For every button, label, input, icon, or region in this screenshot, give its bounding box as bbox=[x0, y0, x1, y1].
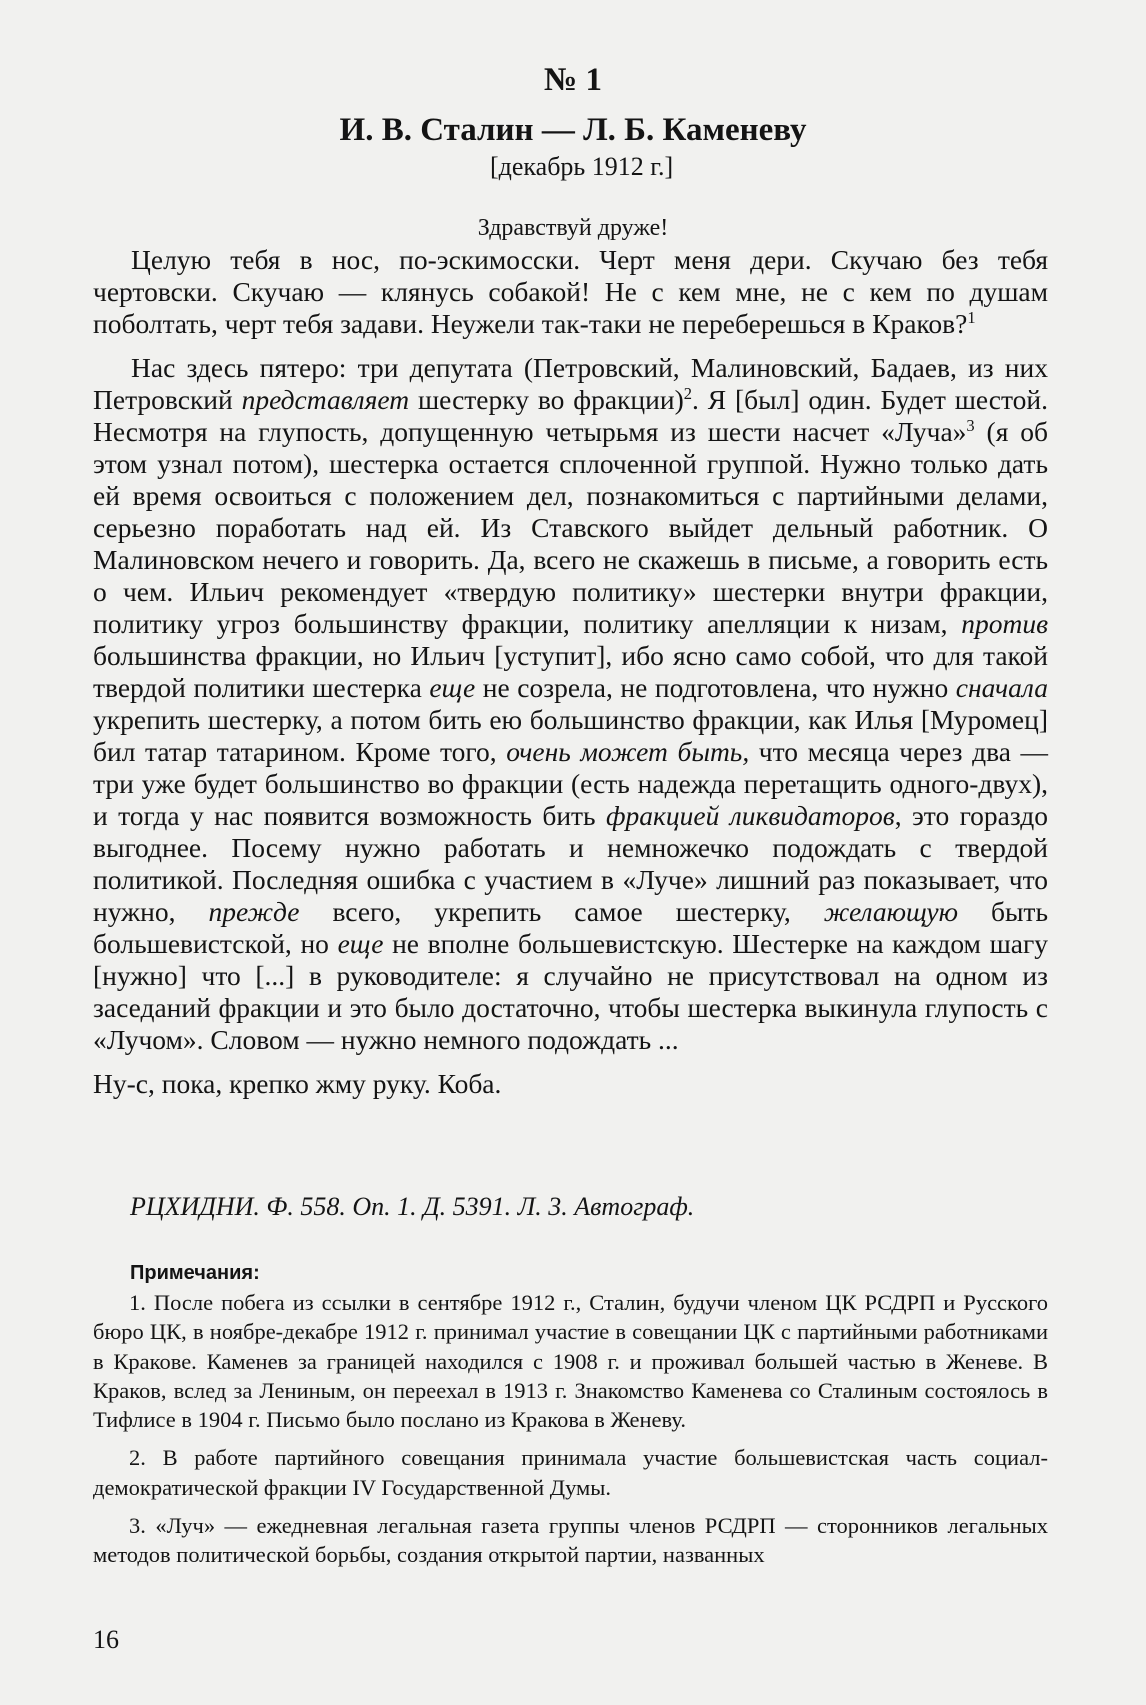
footnote-ref-3: 3 bbox=[966, 415, 975, 435]
letter-closing: Ну-с, пока, крепко жму руку. Коба. bbox=[93, 1068, 502, 1099]
document-date: [декабрь 1912 г.] bbox=[490, 152, 674, 181]
notes-list bbox=[93, 1288, 1048, 1579]
document-title: И. В. Сталин — Л. Б. Каменеву bbox=[339, 112, 807, 148]
notes-heading: Примечания: bbox=[130, 1262, 260, 1284]
letter-paragraph-2: Нас здесь пятеро: три депутата (Петровский, Малиновский, Бадаев, из них Петровский представляет шестерку во фракции)$^2$. Я [был] один. Будет шестой. Несмотря на глупость, допущенную четырьмя из шести насчет «Луча»$^3$ (я об этом узнал потом), шестерка остается сплоченной группой. Нужно только дать ей время освоиться с положением дел, познакомиться с партийными делами, серьезно поработать над ей. Из Ставского выйдет дельный работник. О Малиновском нечего и говорить. Да, всего не скажешь в письме, а говорить есть о чем. Ильич рекомендует «твердую политику» шестерки внутри фракции, политику угроз большинству фракции, политику апелляции к низам, против большинства фракции, но Ильич [уступит], ибо ясно само собой, что для такой твердой политики шестерка еще не созрела, не подготовлена, что нужно сначала укрепить шестерку, а потом бить ею большинство фракции, как Илья [Муромец] бил татар татарином. Кроме того, очень может быть, что месяца через два — три уже будет большинство во фракции (есть надежда перетащить одного-двух), и тогда у нас появится возможность бить фракцией ликвидаторов, это гораздо выгоднее. Посему нужно работать и немножечко подождать с твердой политикой. Последняя ошибка с участием в «Луче» лишний раз показывает, что нужно, прежде всего, укрепить самое шестерку, желающую быть большевистской, но еще не вполне большевистскую. Шестерке на каждом шагу [нужно] что [...] в руководителе: я случайно не присутствовал на одном из заседаний фракции и это было достаточно, чтобы шестерка выкинула глупость с «Лучом». Словом — нужно немного подождать ... bbox=[93, 352, 1049, 1055]
archive-reference: РЦХИДНИ. Ф. 558. Оп. 1. Д. 5391. Л. 3. Автограф. bbox=[130, 1192, 695, 1221]
footnote-ref-2: 2 bbox=[683, 383, 692, 403]
letter-greeting: Здравствуй друже! bbox=[477, 215, 669, 241]
letter-body bbox=[93, 244, 1048, 1112]
note-item: 2. В работе партийного совещания принимала участие большевистская часть социал-демократической фракции IV Государственной Думы. bbox=[93, 1445, 1048, 1500]
footnote-ref-1: 1 bbox=[967, 307, 976, 327]
letter-paragraph-1: Целую тебя в нос, по-эскимосски. Черт меня дери. Скучаю без тебя чертовски. Скучаю — клянусь собакой! Не с кем мне, не с кем по душам поболтать, черт тебя задави. Неужели так-таки не переберешься в Краков?$^1$ bbox=[93, 244, 1048, 339]
document-number: № 1 bbox=[544, 62, 602, 98]
page-number: 16 bbox=[93, 1625, 119, 1654]
note-item: 1. После побега из ссылки в сентябре 1912 г., Сталин, будучи членом ЦК РСДРП и Русского бюро ЦК, в ноябре-декабре 1912 г. принимал участие в совещании ЦК с партийными работниками в Кракове. Каменев за границей находился с 1908 г. и проживал большей частью в Женеве. В Краков, вслед за Лениным, он переехал в 1913 г. Знакомство Каменева со Сталиным состоялось в Тифлисе в 1904 г. Письмо было послано из Кракова в Женеву. bbox=[93, 1290, 1048, 1433]
note-item: 3. «Луч» — ежедневная легальная газета группы членов РСДРП — сторонников легальных методов политической борьбы, создания открытой партии, названных bbox=[93, 1513, 1048, 1568]
